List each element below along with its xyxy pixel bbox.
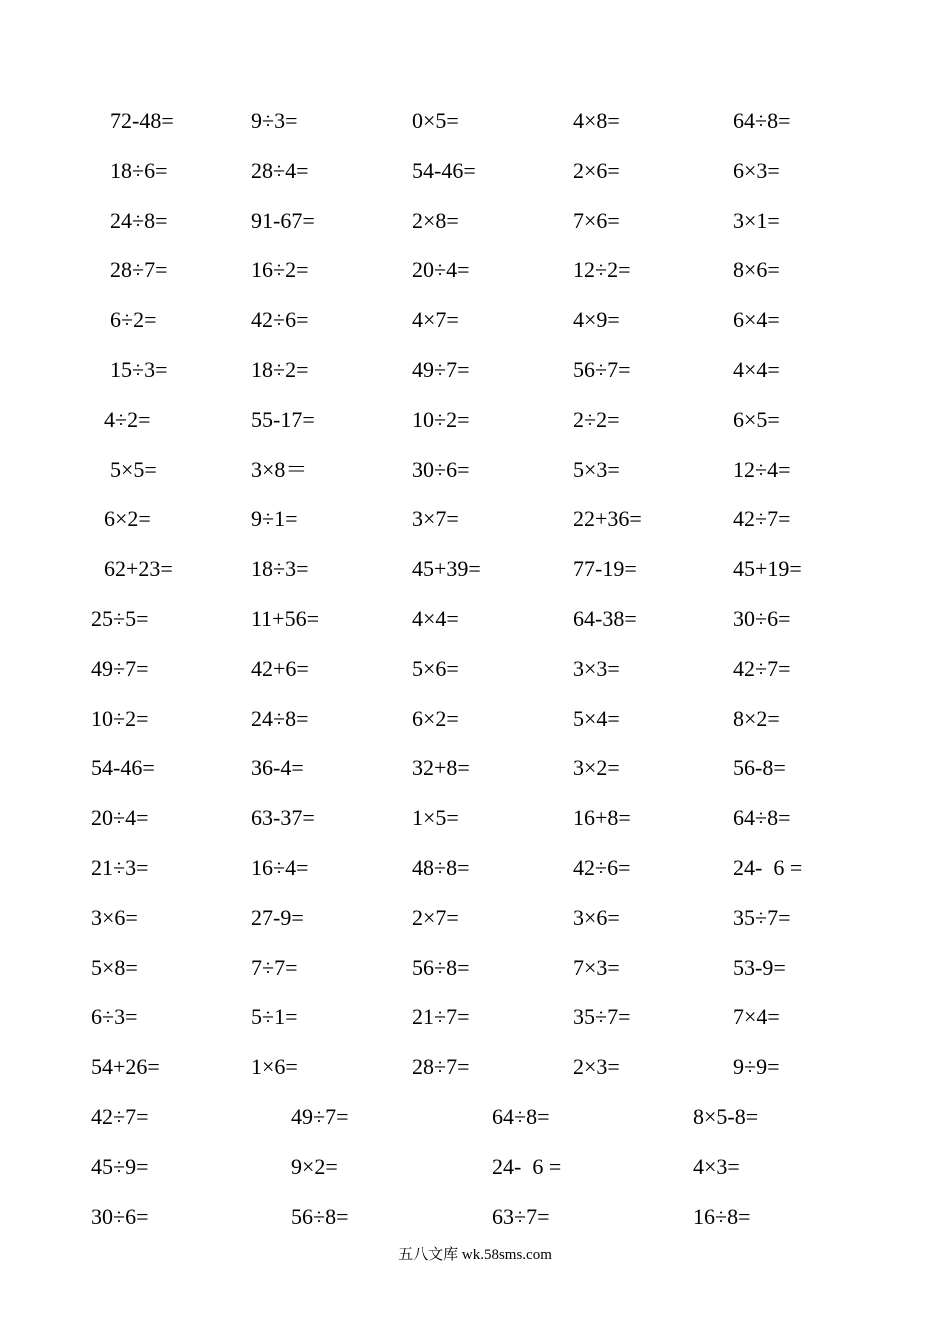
problem-cell: 42÷6= <box>573 855 631 880</box>
problem-cell: 62+23= <box>104 556 173 582</box>
worksheet-row <box>0 997 950 1037</box>
problem-cell: 36-4= <box>251 755 304 781</box>
problem-cell: 42÷7= <box>733 506 791 532</box>
problem-cell: 63-37= <box>251 805 315 831</box>
problem-cell: 54-46= <box>91 755 155 781</box>
problem-cell: 4×3= <box>693 1153 740 1179</box>
problem-cell: 49÷7= <box>412 357 470 382</box>
worksheet-row <box>0 300 950 340</box>
problem-cell: 12÷2= <box>573 257 631 283</box>
problem-cell: 53-9= <box>733 954 786 980</box>
problem-cell: 3×7= <box>412 506 459 532</box>
worksheet-row <box>0 250 950 290</box>
worksheet-row <box>0 151 950 191</box>
worksheet-row <box>0 1097 950 1137</box>
problem-cell: 48÷8= <box>412 855 470 880</box>
worksheet-row <box>0 201 950 241</box>
problem-cell: 0×5= <box>412 108 459 133</box>
problem-cell: 64÷8= <box>492 1104 550 1129</box>
worksheet-row <box>0 549 950 589</box>
problem-cell: 3×2= <box>573 755 620 781</box>
problem-cell: 42÷6= <box>251 307 309 333</box>
worksheet-row <box>0 748 950 788</box>
worksheet-row <box>0 948 950 988</box>
problem-cell: 9÷9= <box>733 1054 780 1080</box>
problem-cell: 7×4= <box>733 1004 780 1030</box>
worksheet-row <box>0 350 950 390</box>
problem-cell: 24- 6 = <box>733 855 803 880</box>
worksheet-row <box>0 400 950 440</box>
problem-cell: 9×2= <box>291 1153 338 1179</box>
worksheet-row <box>0 699 950 739</box>
problem-cell: 18÷3= <box>251 556 309 582</box>
worksheet-row <box>0 1197 950 1237</box>
problem-cell: 5×6= <box>412 655 459 681</box>
problem-cell: 72-48= <box>110 108 174 133</box>
problem-cell: 24÷8= <box>110 207 168 233</box>
worksheet-row <box>0 1047 950 1087</box>
problem-cell: 6×5= <box>733 406 780 432</box>
problem-cell: 21÷3= <box>91 855 149 880</box>
problem-cell: 4×9= <box>573 307 620 333</box>
problem-cell: 45+19= <box>733 556 802 582</box>
worksheet-row <box>0 898 950 938</box>
problem-cell: 49÷7= <box>291 1104 349 1129</box>
problem-cell: 6×2= <box>412 705 459 731</box>
problem-cell: 27-9= <box>251 904 304 930</box>
problem-cell: 7×3= <box>573 954 620 980</box>
problem-cell: 30÷6= <box>412 456 470 482</box>
problem-cell: 12÷4= <box>733 456 791 482</box>
problem-cell: 15÷3= <box>110 357 168 382</box>
problem-cell: 45÷9= <box>91 1153 149 1179</box>
problem-cell: 63÷7= <box>492 1203 550 1229</box>
problem-cell: 35÷7= <box>733 904 791 930</box>
problem-cell: 64-38= <box>573 606 637 631</box>
worksheet-row <box>0 848 950 888</box>
problem-cell: 7÷7= <box>251 954 298 980</box>
problem-cell: 25÷5= <box>91 606 149 631</box>
problem-cell: 4×4= <box>412 606 459 631</box>
problem-cell: 24- 6 = <box>492 1153 562 1179</box>
problem-cell: 54-46= <box>412 157 476 183</box>
problem-cell: 16÷8= <box>693 1203 751 1229</box>
problem-cell: 1×6= <box>251 1054 298 1080</box>
problem-cell: 3×6= <box>573 904 620 930</box>
worksheet-row <box>0 499 950 539</box>
problem-cell: 42÷7= <box>91 1104 149 1129</box>
problem-cell: 30÷6= <box>91 1203 149 1229</box>
problem-cell: 21÷7= <box>412 1004 470 1030</box>
worksheet-row <box>0 101 950 141</box>
problem-cell: 22+36= <box>573 506 642 532</box>
problem-cell: 18÷2= <box>251 357 309 382</box>
problem-cell: 18÷6= <box>110 157 168 183</box>
problem-cell: 77-19= <box>573 556 637 582</box>
problem-cell: 9÷1= <box>251 506 298 532</box>
problem-cell: 1×5= <box>412 805 459 831</box>
problem-cell: 5×8= <box>91 954 138 980</box>
problem-cell: 3×8＝ <box>251 456 308 482</box>
problem-cell: 42÷7= <box>733 655 791 681</box>
problem-cell: 5×3= <box>573 456 620 482</box>
problem-cell: 2÷2= <box>573 406 620 432</box>
problem-cell: 20÷4= <box>412 257 470 283</box>
problem-cell: 56÷8= <box>291 1203 349 1229</box>
problem-cell: 32+8= <box>412 755 470 781</box>
problem-cell: 28÷4= <box>251 157 309 183</box>
problem-cell: 28÷7= <box>412 1054 470 1080</box>
problem-cell: 64÷8= <box>733 805 791 831</box>
problem-cell: 9÷3= <box>251 108 298 133</box>
problem-cell: 35÷7= <box>573 1004 631 1030</box>
problem-cell: 3×3= <box>573 655 620 681</box>
problem-cell: 2×3= <box>573 1054 620 1080</box>
footer-watermark: 五八文库 wk.58sms.com <box>398 1247 552 1263</box>
problem-cell: 8×2= <box>733 705 780 731</box>
problem-cell: 10÷2= <box>91 705 149 731</box>
problem-cell: 49÷7= <box>91 655 149 681</box>
problem-cell: 4÷2= <box>104 406 151 432</box>
problem-cell: 2×6= <box>573 157 620 183</box>
problem-cell: 64÷8= <box>733 108 791 133</box>
problem-cell: 54+26= <box>91 1054 160 1080</box>
problem-cell: 16÷4= <box>251 855 309 880</box>
problem-cell: 56÷7= <box>573 357 631 382</box>
problem-cell: 56-8= <box>733 755 786 781</box>
problem-cell: 8×5-8= <box>693 1104 759 1129</box>
problem-cell: 24÷8= <box>251 705 309 731</box>
problem-cell: 91-67= <box>251 207 315 233</box>
problem-cell: 4×4= <box>733 357 780 382</box>
problem-cell: 10÷2= <box>412 406 470 432</box>
worksheet-row <box>0 649 950 689</box>
problem-cell: 5×5= <box>110 456 157 482</box>
problem-cell: 6÷2= <box>110 307 157 333</box>
problem-cell: 4×7= <box>412 307 459 333</box>
problem-cell: 42+6= <box>251 655 309 681</box>
problem-cell: 6×3= <box>733 157 780 183</box>
worksheet-row <box>0 1147 950 1187</box>
problem-cell: 56÷8= <box>412 954 470 980</box>
problem-cell: 6×4= <box>733 307 780 333</box>
problem-cell: 28÷7= <box>110 257 168 283</box>
problem-cell: 3×6= <box>91 904 138 930</box>
problem-cell: 55-17= <box>251 406 315 432</box>
problem-cell: 20÷4= <box>91 805 149 831</box>
worksheet-row <box>0 599 950 639</box>
problem-cell: 3×1= <box>733 207 780 233</box>
problem-cell: 4×8= <box>573 108 620 133</box>
problem-cell: 6÷3= <box>91 1004 138 1030</box>
problem-cell: 5÷1= <box>251 1004 298 1030</box>
problem-cell: 2×7= <box>412 904 459 930</box>
problem-cell: 2×8= <box>412 207 459 233</box>
problem-cell: 8×6= <box>733 257 780 283</box>
problem-cell: 6×2= <box>104 506 151 532</box>
problem-cell: 16÷2= <box>251 257 309 283</box>
problem-cell: 11+56= <box>251 606 319 631</box>
problem-cell: 5×4= <box>573 705 620 731</box>
worksheet-row <box>0 798 950 838</box>
problem-cell: 16+8= <box>573 805 631 831</box>
problem-cell: 45+39= <box>412 556 481 582</box>
problem-cell: 7×6= <box>573 207 620 233</box>
worksheet-row <box>0 450 950 490</box>
problem-cell: 30÷6= <box>733 606 791 631</box>
